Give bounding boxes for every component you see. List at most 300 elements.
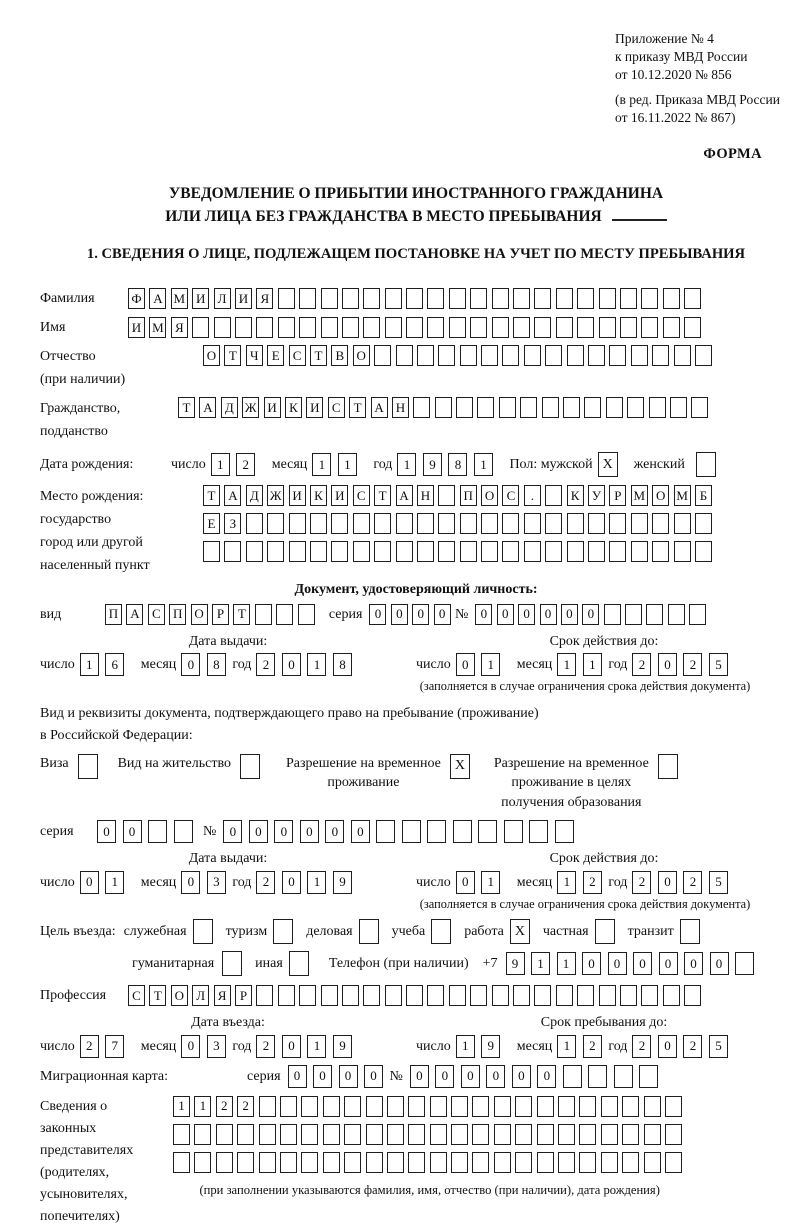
- char-cell[interactable]: Т: [178, 397, 195, 418]
- char-cell[interactable]: .: [524, 485, 541, 506]
- char-cell[interactable]: [534, 985, 551, 1006]
- char-cell[interactable]: [174, 820, 193, 843]
- char-cell[interactable]: [387, 1096, 404, 1117]
- char-cell[interactable]: [652, 513, 669, 534]
- char-cell[interactable]: 0: [97, 820, 116, 843]
- char-cell[interactable]: [513, 985, 530, 1006]
- citizenship-cells[interactable]: [178, 397, 713, 418]
- char-cell[interactable]: П: [169, 604, 186, 625]
- stay-month-cells[interactable]: [557, 1035, 608, 1058]
- char-cell[interactable]: [695, 345, 712, 366]
- char-cell[interactable]: [406, 288, 423, 309]
- char-cell[interactable]: [588, 345, 605, 366]
- char-cell[interactable]: Т: [310, 345, 327, 366]
- char-cell[interactable]: [604, 604, 621, 625]
- char-cell[interactable]: [216, 1152, 233, 1173]
- char-cell[interactable]: [601, 1124, 618, 1145]
- birth-place-row2-cells[interactable]: [203, 513, 716, 534]
- char-cell[interactable]: [577, 985, 594, 1006]
- char-cell[interactable]: [631, 345, 648, 366]
- char-cell[interactable]: [684, 288, 701, 309]
- char-cell[interactable]: 0: [540, 604, 557, 625]
- char-cell[interactable]: [515, 1152, 532, 1173]
- char-cell[interactable]: 0: [181, 1035, 200, 1058]
- char-cell[interactable]: 1: [80, 653, 99, 676]
- char-cell[interactable]: 8: [207, 653, 226, 676]
- char-cell[interactable]: С: [328, 397, 345, 418]
- char-cell[interactable]: [545, 345, 562, 366]
- char-cell[interactable]: [537, 1124, 554, 1145]
- char-cell[interactable]: [545, 485, 562, 506]
- char-cell[interactable]: 0: [456, 871, 475, 894]
- entry-month-cells[interactable]: [181, 1035, 232, 1058]
- char-cell[interactable]: 0: [412, 604, 429, 625]
- char-cell[interactable]: [567, 345, 584, 366]
- char-cell[interactable]: [668, 604, 685, 625]
- residence-valid-year-cells[interactable]: [632, 871, 734, 894]
- char-cell[interactable]: [194, 1124, 211, 1145]
- char-cell[interactable]: [735, 952, 754, 975]
- char-cell[interactable]: 3: [207, 871, 226, 894]
- char-cell[interactable]: 0: [434, 604, 451, 625]
- char-cell[interactable]: И: [192, 288, 209, 309]
- char-cell[interactable]: [366, 1096, 383, 1117]
- char-cell[interactable]: [237, 1124, 254, 1145]
- char-cell[interactable]: [622, 1124, 639, 1145]
- char-cell[interactable]: 2: [256, 871, 275, 894]
- char-cell[interactable]: [524, 541, 541, 562]
- char-cell[interactable]: [606, 397, 623, 418]
- char-cell[interactable]: Т: [224, 345, 241, 366]
- char-cell[interactable]: 2: [583, 1035, 602, 1058]
- char-cell[interactable]: [449, 317, 466, 338]
- char-cell[interactable]: [310, 513, 327, 534]
- char-cell[interactable]: [492, 317, 509, 338]
- char-cell[interactable]: 0: [181, 871, 200, 894]
- legal-reps-row3-cells[interactable]: [173, 1152, 686, 1173]
- char-cell[interactable]: 1: [307, 653, 326, 676]
- char-cell[interactable]: С: [353, 485, 370, 506]
- char-cell[interactable]: [344, 1152, 361, 1173]
- char-cell[interactable]: П: [460, 485, 477, 506]
- char-cell[interactable]: [299, 985, 316, 1006]
- char-cell[interactable]: О: [353, 345, 370, 366]
- char-cell[interactable]: [695, 513, 712, 534]
- char-cell[interactable]: [588, 541, 605, 562]
- char-cell[interactable]: 0: [364, 1065, 383, 1088]
- char-cell[interactable]: 0: [710, 952, 729, 975]
- migration-series-cells[interactable]: [288, 1065, 390, 1088]
- char-cell[interactable]: [427, 317, 444, 338]
- char-cell[interactable]: 0: [461, 1065, 480, 1088]
- birth-year-cells[interactable]: [397, 453, 499, 476]
- char-cell[interactable]: [579, 1152, 596, 1173]
- char-cell[interactable]: К: [567, 485, 584, 506]
- char-cell[interactable]: Ж: [267, 485, 284, 506]
- char-cell[interactable]: [470, 317, 487, 338]
- issue-year-cells[interactable]: [256, 653, 358, 676]
- patronymic-cells[interactable]: [203, 345, 716, 366]
- char-cell[interactable]: [417, 541, 434, 562]
- issue-month-cells[interactable]: [181, 653, 232, 676]
- char-cell[interactable]: [246, 513, 263, 534]
- char-cell[interactable]: Я: [214, 985, 231, 1006]
- char-cell[interactable]: [625, 604, 642, 625]
- char-cell[interactable]: 0: [475, 604, 492, 625]
- char-cell[interactable]: 2: [216, 1096, 233, 1117]
- char-cell[interactable]: [240, 754, 260, 779]
- char-cell[interactable]: З: [224, 513, 241, 534]
- residence-series-cells[interactable]: [97, 820, 199, 843]
- char-cell[interactable]: [529, 820, 548, 843]
- char-cell[interactable]: [494, 1124, 511, 1145]
- char-cell[interactable]: [456, 397, 473, 418]
- char-cell[interactable]: 0: [633, 952, 652, 975]
- char-cell[interactable]: [259, 1152, 276, 1173]
- char-cell[interactable]: [563, 1065, 582, 1088]
- char-cell[interactable]: 1: [557, 653, 576, 676]
- char-cell[interactable]: [344, 1096, 361, 1117]
- char-cell[interactable]: К: [310, 485, 327, 506]
- char-cell[interactable]: [280, 1152, 297, 1173]
- char-cell[interactable]: 7: [105, 1035, 124, 1058]
- char-cell[interactable]: И: [331, 485, 348, 506]
- char-cell[interactable]: М: [171, 288, 188, 309]
- char-cell[interactable]: [502, 541, 519, 562]
- char-cell[interactable]: [652, 345, 669, 366]
- char-cell[interactable]: [534, 317, 551, 338]
- char-cell[interactable]: [555, 820, 574, 843]
- char-cell[interactable]: [644, 1124, 661, 1145]
- char-cell[interactable]: 1: [173, 1096, 190, 1117]
- char-cell[interactable]: [259, 1096, 276, 1117]
- char-cell[interactable]: [620, 317, 637, 338]
- char-cell[interactable]: [579, 1124, 596, 1145]
- char-cell[interactable]: 0: [512, 1065, 531, 1088]
- char-cell[interactable]: [431, 919, 451, 944]
- char-cell[interactable]: [620, 288, 637, 309]
- char-cell[interactable]: 5: [709, 871, 728, 894]
- char-cell[interactable]: [470, 985, 487, 1006]
- char-cell[interactable]: [644, 1152, 661, 1173]
- char-cell[interactable]: 2: [80, 1035, 99, 1058]
- char-cell[interactable]: 2: [256, 1035, 275, 1058]
- char-cell[interactable]: [214, 317, 231, 338]
- char-cell[interactable]: У: [588, 485, 605, 506]
- char-cell[interactable]: 0: [456, 653, 475, 676]
- char-cell[interactable]: [366, 1124, 383, 1145]
- char-cell[interactable]: 0: [369, 604, 386, 625]
- char-cell[interactable]: [438, 541, 455, 562]
- char-cell[interactable]: [649, 397, 666, 418]
- char-cell[interactable]: [460, 541, 477, 562]
- char-cell[interactable]: Ф: [128, 288, 145, 309]
- char-cell[interactable]: 5: [709, 653, 728, 676]
- char-cell[interactable]: [417, 513, 434, 534]
- char-cell[interactable]: [417, 345, 434, 366]
- char-cell[interactable]: Д: [221, 397, 238, 418]
- char-cell[interactable]: О: [652, 485, 669, 506]
- char-cell[interactable]: [472, 1124, 489, 1145]
- char-cell[interactable]: [691, 397, 708, 418]
- char-cell[interactable]: [267, 541, 284, 562]
- char-cell[interactable]: [246, 541, 263, 562]
- char-cell[interactable]: 1: [307, 871, 326, 894]
- stay-year-cells[interactable]: [632, 1035, 734, 1058]
- char-cell[interactable]: [639, 1065, 658, 1088]
- char-cell[interactable]: С: [148, 604, 165, 625]
- char-cell[interactable]: [299, 317, 316, 338]
- char-cell[interactable]: [374, 513, 391, 534]
- char-cell[interactable]: 5: [709, 1035, 728, 1058]
- char-cell[interactable]: [408, 1152, 425, 1173]
- char-cell[interactable]: [276, 604, 293, 625]
- char-cell[interactable]: 0: [313, 1065, 332, 1088]
- char-cell[interactable]: [321, 985, 338, 1006]
- purpose-transit-checkbox[interactable]: [680, 919, 700, 944]
- char-cell[interactable]: [492, 288, 509, 309]
- entry-year-cells[interactable]: [256, 1035, 358, 1058]
- char-cell[interactable]: 0: [249, 820, 268, 843]
- residence-issue-year-cells[interactable]: [256, 871, 358, 894]
- char-cell[interactable]: [641, 317, 658, 338]
- char-cell[interactable]: [289, 513, 306, 534]
- char-cell[interactable]: [684, 985, 701, 1006]
- char-cell[interactable]: Я: [171, 317, 188, 338]
- char-cell[interactable]: [438, 485, 455, 506]
- char-cell[interactable]: [558, 1152, 575, 1173]
- char-cell[interactable]: 2: [632, 871, 651, 894]
- doc-series-cells[interactable]: [369, 604, 455, 625]
- char-cell[interactable]: [599, 985, 616, 1006]
- char-cell[interactable]: 6: [105, 653, 124, 676]
- char-cell[interactable]: Ч: [246, 345, 263, 366]
- profession-cells[interactable]: [128, 985, 706, 1006]
- char-cell[interactable]: 0: [391, 604, 408, 625]
- char-cell[interactable]: К: [285, 397, 302, 418]
- residence-permit-checkbox[interactable]: [240, 754, 260, 779]
- char-cell[interactable]: 1: [474, 453, 493, 476]
- char-cell[interactable]: 8: [448, 453, 467, 476]
- char-cell[interactable]: [301, 1124, 318, 1145]
- purpose-official-checkbox[interactable]: [193, 919, 213, 944]
- char-cell[interactable]: Р: [235, 985, 252, 1006]
- char-cell[interactable]: 0: [518, 604, 535, 625]
- char-cell[interactable]: [435, 397, 452, 418]
- birth-place-row3-cells[interactable]: [203, 541, 716, 562]
- char-cell[interactable]: [665, 1124, 682, 1145]
- char-cell[interactable]: 2: [632, 1035, 651, 1058]
- char-cell[interactable]: 1: [307, 1035, 326, 1058]
- char-cell[interactable]: [472, 1096, 489, 1117]
- char-cell[interactable]: [499, 397, 516, 418]
- purpose-work-checkbox[interactable]: [510, 919, 530, 944]
- char-cell[interactable]: [622, 1096, 639, 1117]
- stay-day-cells[interactable]: [456, 1035, 507, 1058]
- char-cell[interactable]: [646, 604, 663, 625]
- char-cell[interactable]: [173, 1152, 190, 1173]
- char-cell[interactable]: Л: [214, 288, 231, 309]
- char-cell[interactable]: [344, 1124, 361, 1145]
- char-cell[interactable]: [567, 513, 584, 534]
- char-cell[interactable]: [278, 985, 295, 1006]
- char-cell[interactable]: 0: [658, 653, 677, 676]
- temp-residence-checkbox[interactable]: [450, 754, 470, 779]
- char-cell[interactable]: [515, 1124, 532, 1145]
- char-cell[interactable]: [451, 1152, 468, 1173]
- char-cell[interactable]: 1: [211, 453, 230, 476]
- char-cell[interactable]: Н: [392, 397, 409, 418]
- char-cell[interactable]: И: [235, 288, 252, 309]
- char-cell[interactable]: С: [502, 485, 519, 506]
- char-cell[interactable]: [609, 345, 626, 366]
- char-cell[interactable]: 9: [333, 1035, 352, 1058]
- char-cell[interactable]: [323, 1124, 340, 1145]
- char-cell[interactable]: 0: [659, 952, 678, 975]
- char-cell[interactable]: [563, 397, 580, 418]
- char-cell[interactable]: [255, 604, 272, 625]
- char-cell[interactable]: [451, 1124, 468, 1145]
- char-cell[interactable]: Л: [192, 985, 209, 1006]
- char-cell[interactable]: X: [598, 452, 618, 477]
- char-cell[interactable]: 2: [583, 871, 602, 894]
- char-cell[interactable]: [387, 1124, 404, 1145]
- char-cell[interactable]: [556, 317, 573, 338]
- char-cell[interactable]: [449, 288, 466, 309]
- purpose-tourism-checkbox[interactable]: [273, 919, 293, 944]
- valid-year-cells[interactable]: [632, 653, 734, 676]
- char-cell[interactable]: [599, 317, 616, 338]
- char-cell[interactable]: [273, 919, 293, 944]
- char-cell[interactable]: [353, 513, 370, 534]
- char-cell[interactable]: 0: [608, 952, 627, 975]
- char-cell[interactable]: [374, 345, 391, 366]
- char-cell[interactable]: [663, 985, 680, 1006]
- char-cell[interactable]: [588, 513, 605, 534]
- char-cell[interactable]: [237, 1152, 254, 1173]
- char-cell[interactable]: 1: [105, 871, 124, 894]
- char-cell[interactable]: [385, 317, 402, 338]
- birth-place-row1-cells[interactable]: [203, 485, 716, 506]
- purpose-other-checkbox[interactable]: [289, 951, 309, 976]
- char-cell[interactable]: [331, 541, 348, 562]
- char-cell[interactable]: [674, 345, 691, 366]
- char-cell[interactable]: [321, 317, 338, 338]
- char-cell[interactable]: Я: [256, 288, 273, 309]
- char-cell[interactable]: 0: [582, 604, 599, 625]
- char-cell[interactable]: 0: [282, 653, 301, 676]
- char-cell[interactable]: [644, 1096, 661, 1117]
- char-cell[interactable]: [641, 985, 658, 1006]
- char-cell[interactable]: [567, 541, 584, 562]
- purpose-private-checkbox[interactable]: [595, 919, 615, 944]
- char-cell[interactable]: [631, 513, 648, 534]
- sex-male-checkbox[interactable]: [598, 452, 618, 477]
- char-cell[interactable]: 0: [561, 604, 578, 625]
- char-cell[interactable]: [481, 541, 498, 562]
- char-cell[interactable]: [430, 1152, 447, 1173]
- char-cell[interactable]: 1: [456, 1035, 475, 1058]
- char-cell[interactable]: [520, 397, 537, 418]
- doc-type-cells[interactable]: [105, 604, 319, 625]
- char-cell[interactable]: [502, 345, 519, 366]
- char-cell[interactable]: Р: [609, 485, 626, 506]
- char-cell[interactable]: 3: [207, 1035, 226, 1058]
- char-cell[interactable]: 0: [684, 952, 703, 975]
- char-cell[interactable]: [387, 1152, 404, 1173]
- char-cell[interactable]: [595, 919, 615, 944]
- char-cell[interactable]: [460, 513, 477, 534]
- char-cell[interactable]: Е: [203, 513, 220, 534]
- char-cell[interactable]: [193, 919, 213, 944]
- char-cell[interactable]: О: [481, 485, 498, 506]
- char-cell[interactable]: [430, 1096, 447, 1117]
- char-cell[interactable]: 0: [486, 1065, 505, 1088]
- purpose-business-checkbox[interactable]: [359, 919, 379, 944]
- char-cell[interactable]: Т: [349, 397, 366, 418]
- char-cell[interactable]: [472, 1152, 489, 1173]
- issue-day-cells[interactable]: [80, 653, 131, 676]
- char-cell[interactable]: [301, 1096, 318, 1117]
- char-cell[interactable]: А: [126, 604, 143, 625]
- char-cell[interactable]: [478, 820, 497, 843]
- char-cell[interactable]: [385, 985, 402, 1006]
- char-cell[interactable]: 0: [410, 1065, 429, 1088]
- char-cell[interactable]: Е: [267, 345, 284, 366]
- char-cell[interactable]: [609, 541, 626, 562]
- char-cell[interactable]: [222, 951, 242, 976]
- char-cell[interactable]: [674, 541, 691, 562]
- char-cell[interactable]: 2: [683, 871, 702, 894]
- char-cell[interactable]: 2: [237, 1096, 254, 1117]
- char-cell[interactable]: [641, 288, 658, 309]
- char-cell[interactable]: 9: [333, 871, 352, 894]
- char-cell[interactable]: [408, 1124, 425, 1145]
- char-cell[interactable]: 1: [481, 871, 500, 894]
- char-cell[interactable]: 0: [80, 871, 99, 894]
- char-cell[interactable]: [601, 1152, 618, 1173]
- char-cell[interactable]: 0: [282, 1035, 301, 1058]
- char-cell[interactable]: [194, 1152, 211, 1173]
- char-cell[interactable]: [406, 985, 423, 1006]
- char-cell[interactable]: [695, 541, 712, 562]
- legal-reps-row2-cells[interactable]: [173, 1124, 686, 1145]
- char-cell[interactable]: 0: [658, 1035, 677, 1058]
- char-cell[interactable]: [460, 345, 477, 366]
- char-cell[interactable]: [622, 1152, 639, 1173]
- char-cell[interactable]: [427, 820, 446, 843]
- char-cell[interactable]: [256, 985, 273, 1006]
- char-cell[interactable]: Т: [149, 985, 166, 1006]
- char-cell[interactable]: [494, 1152, 511, 1173]
- char-cell[interactable]: 0: [339, 1065, 358, 1088]
- char-cell[interactable]: [670, 397, 687, 418]
- char-cell[interactable]: [558, 1124, 575, 1145]
- char-cell[interactable]: [453, 820, 472, 843]
- char-cell[interactable]: [321, 288, 338, 309]
- char-cell[interactable]: [599, 288, 616, 309]
- char-cell[interactable]: Ж: [242, 397, 259, 418]
- residence-issue-day-cells[interactable]: [80, 871, 131, 894]
- char-cell[interactable]: Н: [417, 485, 434, 506]
- char-cell[interactable]: [78, 754, 98, 779]
- char-cell[interactable]: [449, 985, 466, 1006]
- char-cell[interactable]: Т: [374, 485, 391, 506]
- char-cell[interactable]: 1: [583, 653, 602, 676]
- char-cell[interactable]: [438, 345, 455, 366]
- char-cell[interactable]: И: [264, 397, 281, 418]
- residence-issue-month-cells[interactable]: [181, 871, 232, 894]
